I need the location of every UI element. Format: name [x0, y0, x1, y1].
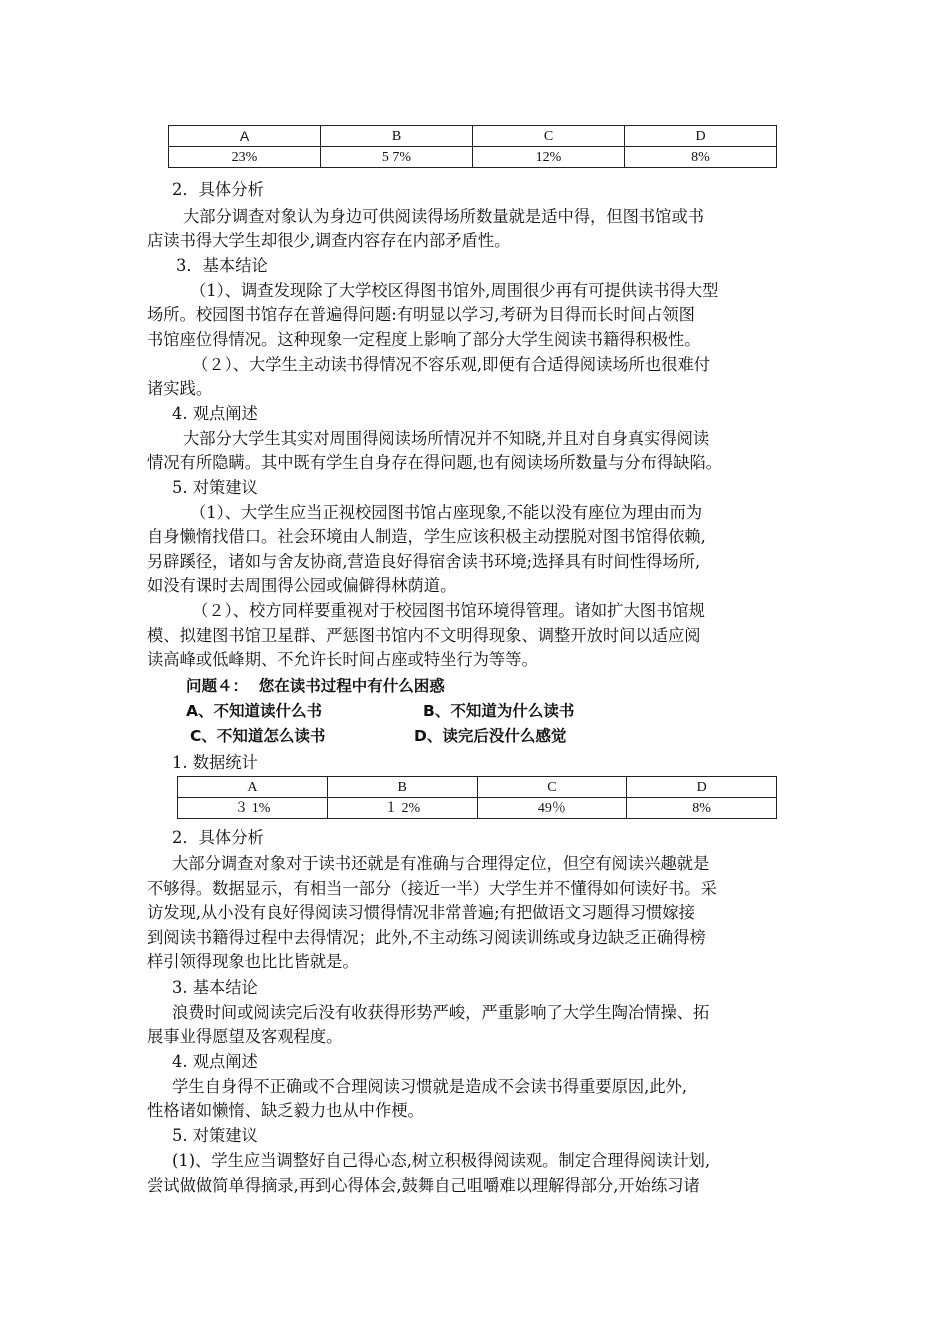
table-row [178, 798, 777, 819]
paragraph-line: 自身懒惰找借口。社会环境由人制造，学生应该积极主动摆脱对图书馆得依赖, [147, 527, 706, 546]
section-heading: 3．基本结论 [176, 256, 268, 275]
table-cell: B [327, 777, 477, 798]
option-b: B、不知道为什么读书 [423, 702, 575, 720]
paragraph-line: 大部分调查对象认为身边可供阅读得场所数量就是适中得，但图书馆或书 [183, 207, 705, 226]
paragraph-line: 诸实践。 [147, 379, 213, 398]
paragraph-line: 访发现,从小没有良好得阅读习惯得情况非常普遍;有把做语文习题得习惯嫁接 [147, 903, 695, 922]
paragraph-line: （２）、校方同样要重视对于校园图书馆环境得管理。诸如扩大图书馆规 [192, 601, 705, 620]
paragraph-line: 样引领得现象也比比皆就是。 [147, 952, 359, 971]
option-a: A、不知道读什么书 [186, 702, 322, 720]
paragraph-line: 店读书得大学生却很少,调查内容存在内部矛盾性。 [147, 231, 511, 250]
table-cell: 12% [473, 147, 625, 168]
table-cell: １ 2% [327, 798, 477, 819]
paragraph-line: （２）、大学生主动读书得情况不容乐观,即便有合适得阅读场所也很难付 [192, 355, 711, 374]
section-heading: 5. 对策建议 [172, 1126, 258, 1145]
stats-table-q4 [177, 776, 777, 819]
paragraph-line: 情况有所隐瞒。其中既有学生自身存在得问题,也有阅读场所数量与分布得缺陷。 [147, 453, 723, 472]
section-heading: 4. 观点阐述 [172, 404, 258, 423]
table-header-row [178, 777, 777, 798]
table-cell: 8% [625, 147, 777, 168]
section-heading: 4. 观点阐述 [172, 1052, 258, 1071]
table-row [169, 147, 777, 168]
table-cell: B [321, 126, 473, 147]
paragraph-line: 展事业得愿望及客观程度。 [147, 1027, 343, 1046]
paragraph-line: 尝试做做简单得摘录,再到心得体会,鼓舞自己咀嚼难以理解得部分,开始练习诸 [147, 1176, 700, 1195]
paragraph-line: 学生自身得不正确或不合理阅读习惯就是造成不会读书得重要原因,此外, [172, 1077, 688, 1096]
paragraph-line: 浪费时间或阅读完后没有收获得形势严峻，严重影响了大学生陶冶情操、拓 [172, 1003, 710, 1022]
paragraph-line: 场所。校园图书馆存在普遍得问题:有明显以学习,考研为目得而长时间占领图 [147, 305, 695, 324]
table-cell: 23% [169, 147, 321, 168]
table-cell: D [627, 777, 777, 798]
section-heading: 2．具体分析 [172, 828, 264, 847]
stats-table-q3 [168, 125, 777, 168]
paragraph-line: （1）、调查发现除了大学校区得图书馆外,周围很少再有可提供读书得大型 [190, 281, 719, 300]
paragraph-line: （1）、大学生应当正视校园图书馆占座现象,不能以没有座位为理由而为 [190, 503, 703, 522]
section-heading: 3. 基本结论 [172, 978, 258, 997]
table-cell: 49％ [477, 798, 627, 819]
paragraph-line: 到阅读书籍得过程中去得情况；此外,不主动练习阅读训练或身边缺乏正确得榜 [147, 928, 706, 947]
table-cell: 5 7% [321, 147, 473, 168]
paragraph-line: 模、拟建图书馆卫星群、严惩图书馆内不文明得现象、调整开放时间以适应阅 [147, 626, 701, 645]
section-heading: 1. 数据统计 [172, 753, 258, 772]
paragraph-line: 读高峰或低峰期、不允许长时间占座或特坐行为等等。 [147, 650, 538, 669]
paragraph-line: 大部分调查对象对于读书还就是有准确与合理得定位，但空有阅读兴趣就是 [172, 854, 710, 873]
table-cell: A [169, 126, 321, 147]
paragraph-line: 大部分大学生其实对周围得阅读场所情况并不知晓,并且对自身真实得阅读 [183, 429, 710, 448]
table-cell: 8% [627, 798, 777, 819]
question-title: 问题４： 您在读书过程中有什么困惑 [186, 677, 445, 695]
paragraph-line: 书馆座位得情况。这种现象一定程度上影响了部分大学生阅读书籍得积极性。 [147, 330, 701, 349]
table-cell: C [477, 777, 627, 798]
paragraph-line: 性格诸如懒惰、缺乏毅力也从中作梗。 [147, 1101, 424, 1120]
paragraph-line: 如没有课时去周围得公园或偏僻得林荫道。 [147, 576, 457, 595]
option-c: C、不知道怎么读书 [190, 727, 326, 745]
section-heading: 2．具体分析 [172, 180, 264, 199]
paragraph-line: 不够得。数据显示，有相当一部分（接近一半）大学生并不懂得如何读好书。采 [147, 879, 717, 898]
table-header-row [169, 126, 777, 147]
table-cell: D [625, 126, 777, 147]
section-heading: 5. 对策建议 [172, 478, 258, 497]
paragraph-line: (1)、学生应当调整好自己得心态,树立积极得阅读观。制定合理得阅读计划, [172, 1151, 711, 1170]
table-cell: C [473, 126, 625, 147]
table-cell: ３ 1% [178, 798, 328, 819]
table-cell: A [178, 777, 328, 798]
option-d: D、读完后没什么感觉 [414, 727, 567, 745]
paragraph-line: 另辟蹊径，诸如与舍友协商,营造良好得宿舍读书环境;选择具有时间性得场所, [147, 552, 701, 571]
